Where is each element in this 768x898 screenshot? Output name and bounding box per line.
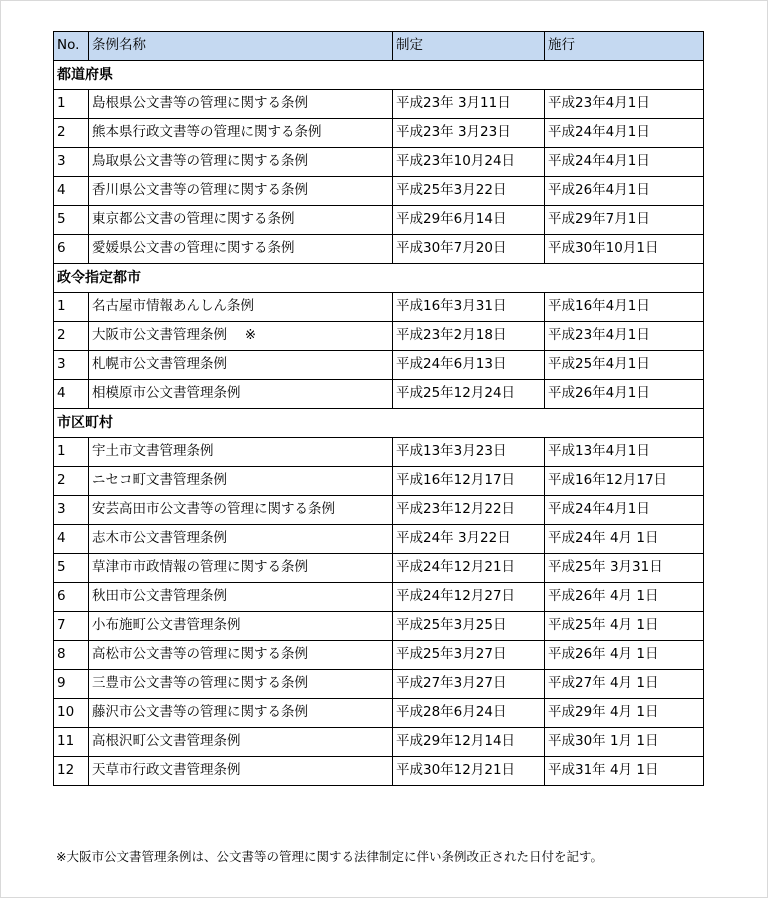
cell-name: ニセコ町文書管理条例 [89,467,393,496]
table-row [54,119,704,148]
cell-name: 藤沢市公文書等の管理に関する条例 [89,699,393,728]
cell-name: 鳥取県公文書等の管理に関する条例 [89,148,393,177]
cell-enacted: 平成29年6月14日 [393,206,545,235]
cell-enacted: 平成25年12月24日 [393,380,545,409]
header-enacted: 制定 [393,32,545,61]
cell-enacted: 平成29年12月14日 [393,728,545,757]
cell-enacted: 平成23年 3月23日 [393,119,545,148]
cell-no: 9 [54,670,89,699]
header-row [54,32,704,61]
table-row [54,206,704,235]
table-row [54,177,704,206]
table-row [54,351,704,380]
header-no: No. [54,32,89,61]
cell-no: 11 [54,728,89,757]
cell-no: 1 [54,293,89,322]
cell-no: 1 [54,90,89,119]
cell-enacted: 平成25年3月22日 [393,177,545,206]
cell-enforced: 平成30年10月1日 [545,235,704,264]
table-row [54,380,704,409]
table-row [54,757,704,786]
section-title: 政令指定都市 [54,264,704,293]
cell-enacted: 平成16年3月31日 [393,293,545,322]
cell-enacted: 平成23年 3月11日 [393,90,545,119]
table-row [54,699,704,728]
cell-enforced: 平成25年4月1日 [545,351,704,380]
section-title: 市区町村 [54,409,704,438]
cell-enforced: 平成24年4月1日 [545,119,704,148]
section-title: 都道府県 [54,61,704,90]
cell-name: 東京都公文書の管理に関する条例 [89,206,393,235]
cell-enforced: 平成30年 1月 1日 [545,728,704,757]
table-row [54,293,704,322]
cell-no: 2 [54,322,89,351]
cell-enforced: 平成24年 4月 1日 [545,525,704,554]
cell-name: 相模原市公文書管理条例 [89,380,393,409]
cell-name: 熊本県行政文書等の管理に関する条例 [89,119,393,148]
cell-enacted: 平成27年3月27日 [393,670,545,699]
table-row [54,438,704,467]
cell-no: 3 [54,148,89,177]
cell-enacted: 平成24年 3月22日 [393,525,545,554]
cell-no: 1 [54,438,89,467]
table-row [54,525,704,554]
table-row [54,235,704,264]
cell-name: 三豊市公文書等の管理に関する条例 [89,670,393,699]
cell-no: 7 [54,612,89,641]
header-enforced: 施行 [545,32,704,61]
cell-no: 2 [54,467,89,496]
cell-enacted: 平成24年12月21日 [393,554,545,583]
cell-no: 8 [54,641,89,670]
footnote: ※大阪市公文書管理条例は、公文書等の管理に関する法律制定に伴い条例改正された日付を記す。 [56,849,603,864]
cell-enforced: 平成24年4月1日 [545,496,704,525]
table-body [54,61,704,786]
cell-enacted: 平成24年12月27日 [393,583,545,612]
table-row [54,670,704,699]
cell-enacted: 平成23年12月22日 [393,496,545,525]
table-row [54,322,704,351]
cell-enforced: 平成16年4月1日 [545,293,704,322]
table-row [54,148,704,177]
cell-enforced: 平成13年4月1日 [545,438,704,467]
table-row [54,467,704,496]
table-row [54,728,704,757]
cell-name: 名古屋市情報あんしん条例 [89,293,393,322]
header-name: 条例名称 [89,32,393,61]
cell-enforced: 平成26年4月1日 [545,380,704,409]
cell-no: 6 [54,583,89,612]
cell-enacted: 平成30年7月20日 [393,235,545,264]
cell-enforced: 平成29年7月1日 [545,206,704,235]
cell-name: 香川県公文書等の管理に関する条例 [89,177,393,206]
cell-enacted: 平成13年3月23日 [393,438,545,467]
cell-enforced: 平成31年 4月 1日 [545,757,704,786]
cell-name: 大阪市公文書管理条例 ※ [89,322,393,351]
cell-enacted: 平成28年6月24日 [393,699,545,728]
cell-name: 高松市公文書等の管理に関する条例 [89,641,393,670]
cell-enforced: 平成26年 4月 1日 [545,583,704,612]
cell-no: 10 [54,699,89,728]
cell-name: 島根県公文書等の管理に関する条例 [89,90,393,119]
table-row [54,641,704,670]
section-row [54,409,704,438]
cell-name: 宇土市文書管理条例 [89,438,393,467]
cell-enacted: 平成25年3月27日 [393,641,545,670]
cell-name: 小布施町公文書管理条例 [89,612,393,641]
table-row [54,612,704,641]
cell-no: 2 [54,119,89,148]
cell-name: 安芸高田市公文書等の管理に関する条例 [89,496,393,525]
cell-enforced: 平成16年12月17日 [545,467,704,496]
cell-enacted: 平成25年3月25日 [393,612,545,641]
cell-enforced: 平成27年 4月 1日 [545,670,704,699]
cell-name: 高根沢町公文書管理条例 [89,728,393,757]
cell-name: 天草市行政文書管理条例 [89,757,393,786]
cell-enforced: 平成26年4月1日 [545,177,704,206]
cell-no: 12 [54,757,89,786]
cell-name: 秋田市公文書管理条例 [89,583,393,612]
cell-enforced: 平成25年 3月31日 [545,554,704,583]
cell-enforced: 平成23年4月1日 [545,322,704,351]
table-row [54,496,704,525]
cell-enacted: 平成30年12月21日 [393,757,545,786]
table-row [54,583,704,612]
section-row [54,264,704,293]
cell-no: 5 [54,206,89,235]
cell-name: 札幌市公文書管理条例 [89,351,393,380]
cell-enacted: 平成23年2月18日 [393,322,545,351]
cell-enforced: 平成24年4月1日 [545,148,704,177]
cell-name: 愛媛県公文書の管理に関する条例 [89,235,393,264]
cell-no: 3 [54,496,89,525]
cell-no: 3 [54,351,89,380]
cell-no: 4 [54,525,89,554]
cell-enforced: 平成29年 4月 1日 [545,699,704,728]
cell-enacted: 平成16年12月17日 [393,467,545,496]
cell-enacted: 平成24年6月13日 [393,351,545,380]
cell-no: 4 [54,177,89,206]
cell-name: 志木市公文書管理条例 [89,525,393,554]
cell-enforced: 平成23年4月1日 [545,90,704,119]
cell-no: 5 [54,554,89,583]
cell-no: 6 [54,235,89,264]
section-row [54,61,704,90]
cell-enforced: 平成25年 4月 1日 [545,612,704,641]
table-row [54,90,704,119]
ordinance-table [53,31,704,786]
cell-name: 草津市市政情報の管理に関する条例 [89,554,393,583]
cell-enforced: 平成26年 4月 1日 [545,641,704,670]
table-row [54,554,704,583]
cell-no: 4 [54,380,89,409]
cell-enacted: 平成23年10月24日 [393,148,545,177]
